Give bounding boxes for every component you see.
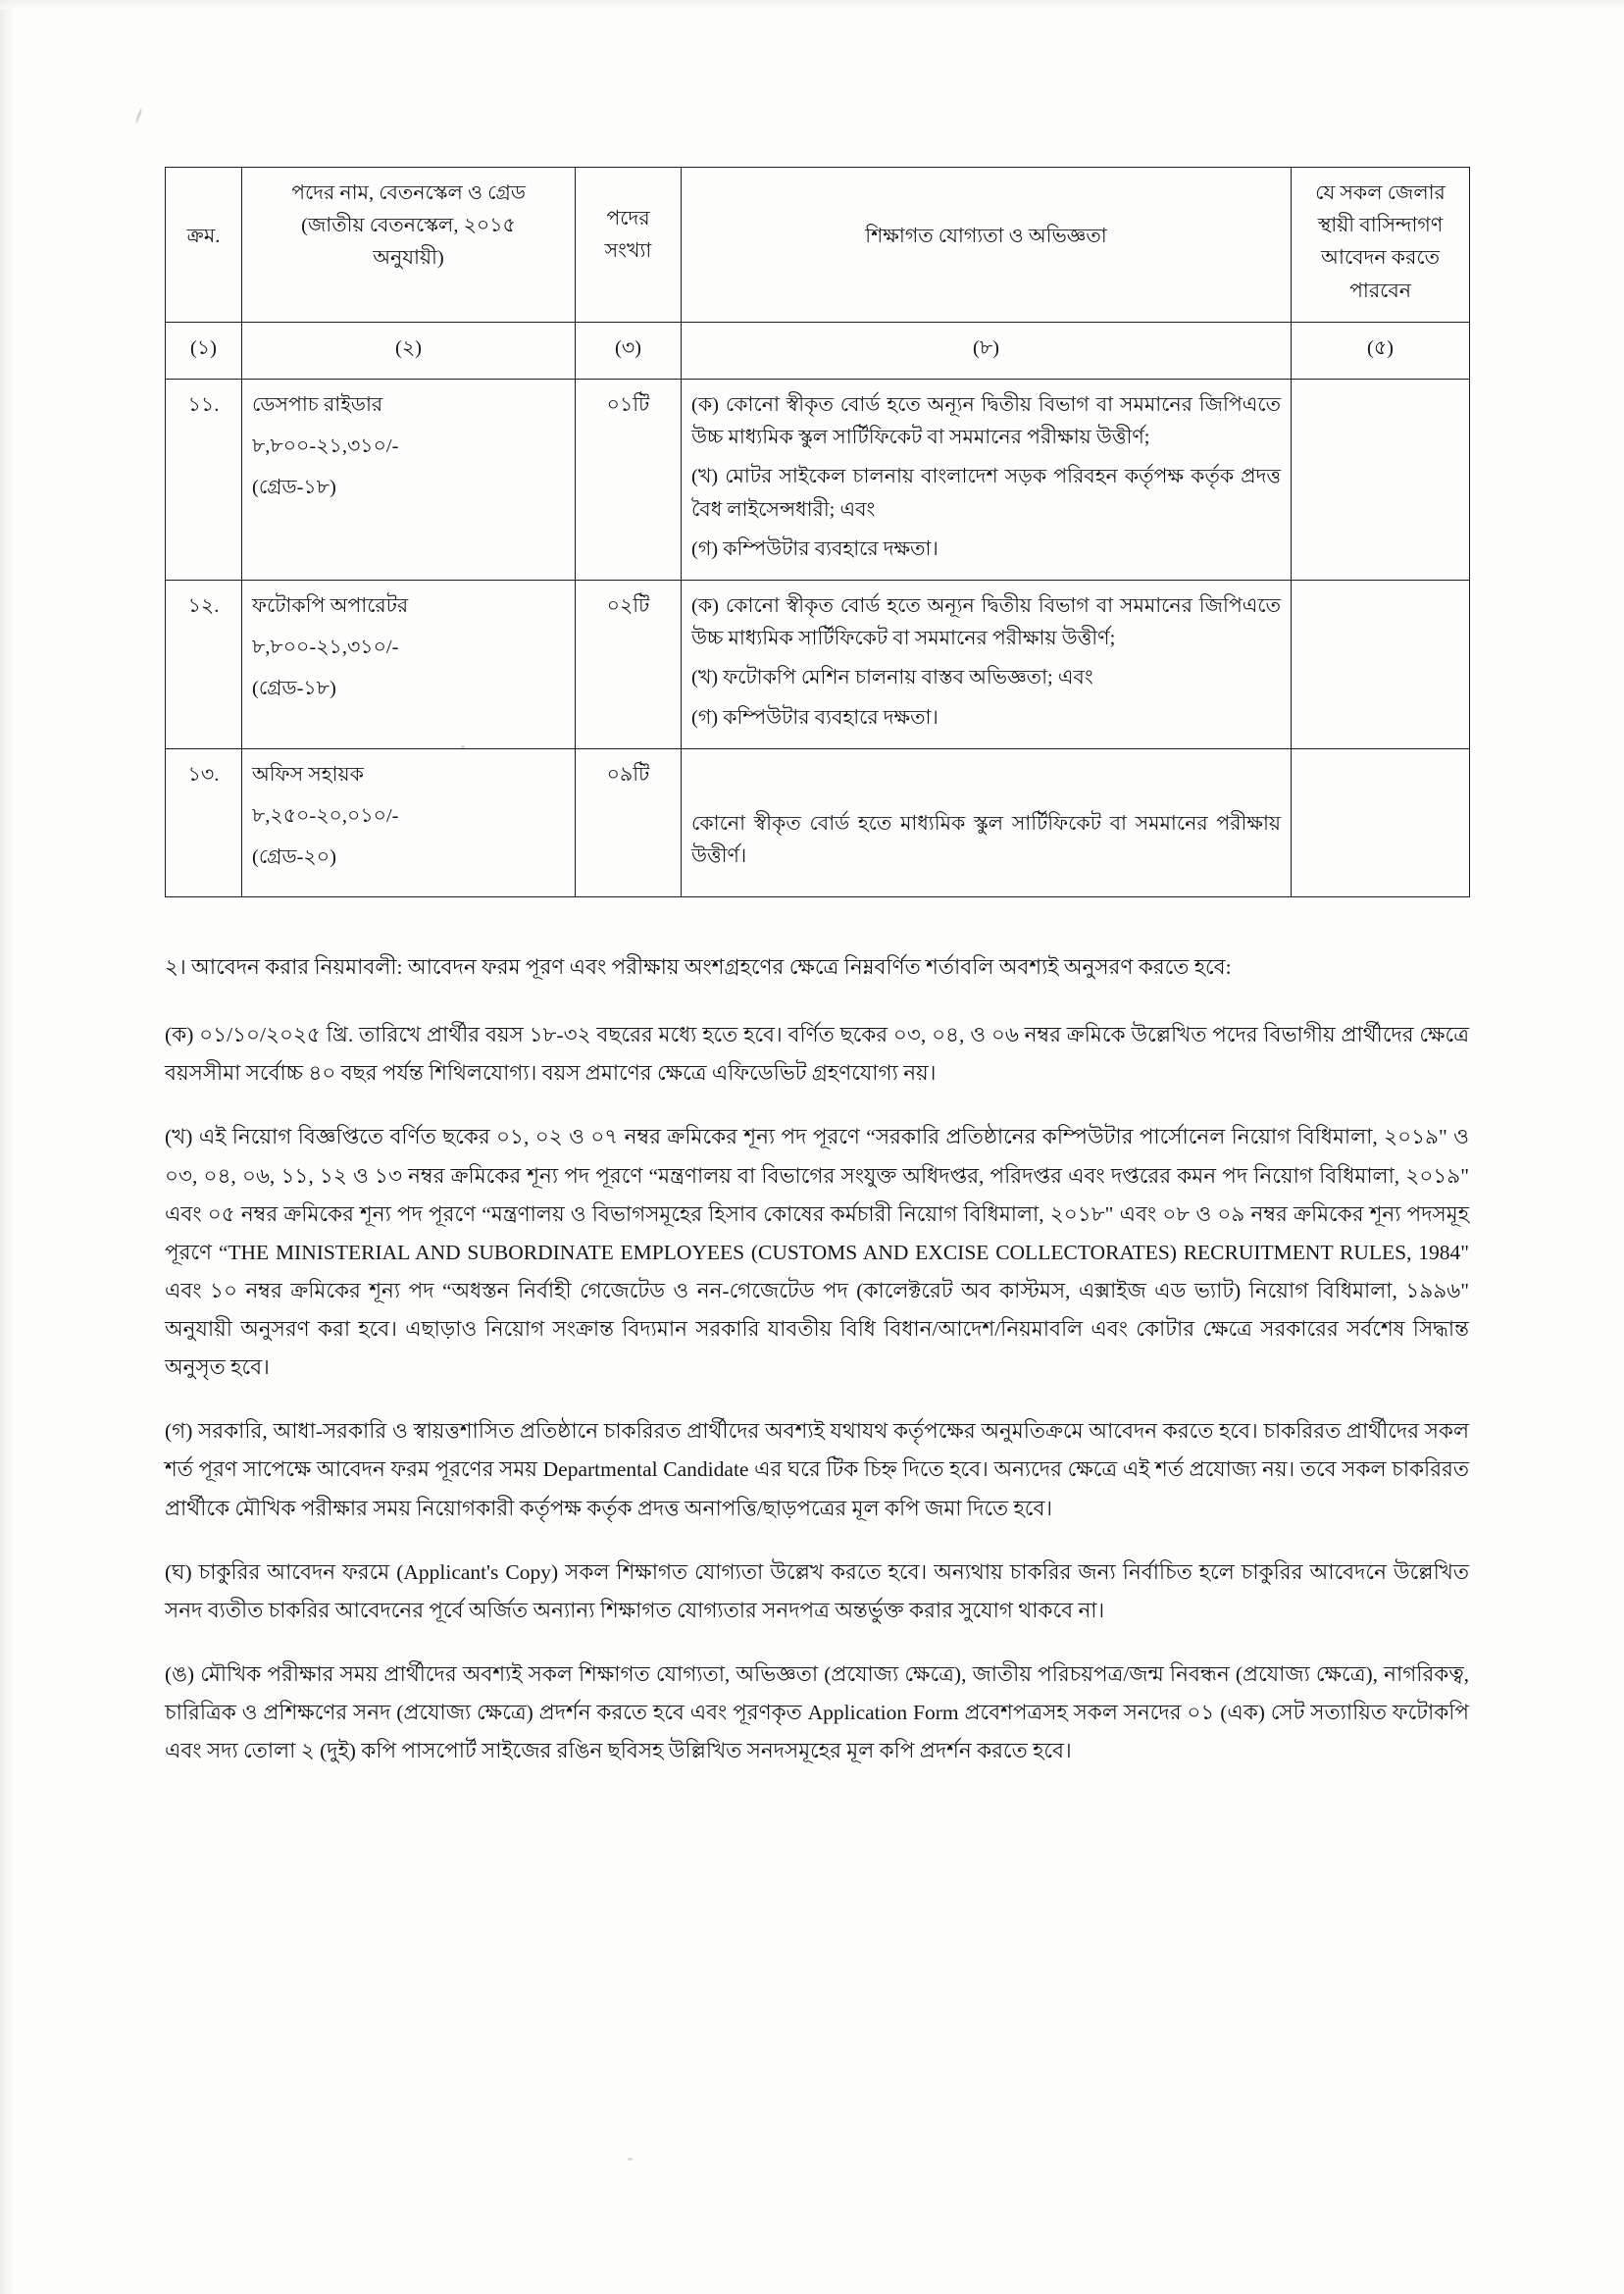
qualification-item: (খ) মোটর সাইকেল চালনায় বাংলাদেশ সড়ক পরিবহন কর্তৃপক্ষ কর্তৃক প্রদত্ত বৈধ লাইসেন্সধারী; এবং [691,466,1281,521]
post-name: ফটোকপি অপারেটর [252,595,409,618]
post-name: অফিস সহায়ক [252,763,364,786]
row-post-count: ০২টি [576,581,682,749]
rule-paragraph-kha: (খ) এই নিয়োগ বিজ্ঞপ্তিতে বর্ণিত ছকের ০১, ০২ ও ০৭ নম্বর ক্রমিকের শূন্য পদ পূরণে “সরকারি প্রতিষ্ঠানের কম্পিউটার পার্সোনেল নিয়োগ বিধিমালা, ২০১৯" ও ০৩, ০৪, ০৬, ১১, ১২ ও ১৩ নম্বর ক্রমিকের শূন্য পদ পূরণে “মন্ত্রণালয় বা বিভাগের সংযুক্ত অধিদপ্তর, পরিদপ্তর এবং দপ্তরের কমন পদ নিয়োগ বিধিমালা, ২০১৯" এবং ০৫ নম্বর ক্রমিকের শূন্য পদ পূরণে “মন্ত্রণালয় ও বিভাগসমূহের হিসাব কোষের কর্মচারী নিয়োগ বিধিমালা, ২০১৮" এবং ০৮ ও ০৯ নম্বর ক্রমিকের শূন্য পদসমূহ পূরণে “THE MINISTERIAL AND SUBORDINATE EMPLOYEES (CUSTOMS AND EXCISE COLLECTORATES) RECRUITMENT RULES, 1984" এবং ১০ নম্বর ক্রমিকের শূন্য পদ “অধস্তন নির্বাহী গেজেটেড ও নন-গেজেটেড পদ (কালেক্টরেট অব কাস্টমস, এক্সাইজ এড ভ্যাট) নিয়োগ বিধিমালা, ১৯৯৬" অনুযায়ী অনুসরণ করা হবে। এছাড়াও নিয়োগ সংক্রান্ত বিদ্যমান সরকারি যাবতীয় বিধি বিধান/আদেশ/নিয়মাবলি এবং কোটার ক্ষেত্রে সরকারের সর্বশেষ সিদ্ধান্ত অনুসৃত হবে। [165,1125,1469,1380]
header-post-count: পদের সংখ্যা [576,168,682,323]
post-name: ডেসপাচ রাইডার [252,394,383,417]
table-row [166,380,1470,581]
pay-scale: ৮,৮০০-২১,৩১০/- [252,637,399,659]
document-content [165,167,1469,1796]
table-body [166,380,1470,897]
qualification-item: (ক) কোনো স্বীকৃত বোর্ড হতে অন্যূন দ্বিতীয় বিভাগ বা সমমানের জিপিএতে উচ্চ মাধ্যমিক স্কুল সার্টিফিকেট বা সমমানের পরীক্ষায় উত্তীর্ণ; [691,394,1281,449]
row-post-count: ০৯টি [576,748,682,897]
scan-speck [134,108,142,124]
row-districts [1292,380,1470,581]
column-number-1: (১) [166,322,242,379]
row-serial: ১৩. [166,748,242,897]
column-number-5: (৫) [1292,322,1470,379]
header-qualifications: শিক্ষাগত যোগ্যতা ও অভিজ্ঞতা [682,168,1292,323]
qualification-item: কোনো স্বীকৃত বোর্ড হতে মাধ্যমিক স্কুল সার্টিফিকেট বা সমমানের পরীক্ষায় উত্তীর্ণ। [691,812,1281,868]
row-post-details [242,380,576,581]
row-districts [1292,748,1470,897]
qualification-item: (গ) কম্পিউটার ব্যবহারে দক্ষতা। [691,537,939,560]
section-heading: ২। আবেদন করার নিয়মাবলী: আবেদন ফরম পূরণ এবং পরীক্ষায় অংশগ্রহণের ক্ষেত্রে নিম্নবর্ণিত শর্তাবলি অবশ্যই অনুসরণ করতে হবে: [165,955,1232,980]
row-serial: ১২. [166,581,242,749]
column-number-4: (৮) [682,322,1292,379]
scan-edge-left [0,0,14,2294]
table-row [166,748,1470,897]
row-post-details [242,581,576,749]
rule-paragraph-umo: (ঙ) মৌখিক পরীক্ষার সময় প্রার্থীদের অবশ্যই সকল শিক্ষাগত যোগ্যতা, অভিজ্ঞতা (প্রযোজ্য ক্ষেত্রে), জাতীয় পরিচয়পত্র/জন্ম নিবন্ধন (প্রযোজ্য ক্ষেত্রে), নাগরিকত্ব, চারিত্রিক ও প্রশিক্ষণের সনদ (প্রযোজ্য ক্ষেত্রে) প্রদর্শন করতে হবে এবং পূরণকৃত Application Form প্রবেশপত্রসহ সকল সনদের ০১ (এক) সেট সত্যায়িত ফটোকপি এবং সদ্য তোলা ২ (দুই) কপি পাসপোর্ট সাইজের রঙিন ছবিসহ উল্লিখিত সনদসমূহের মূল কপি প্রদর্শন করতে হবে। [165,1661,1469,1763]
row-serial: ১১. [166,380,242,581]
scan-speck [628,2158,633,2161]
column-number-3: (৩) [576,322,682,379]
rule-paragraph-ka: (ক) ০১/১০/২০২৫ খ্রি. তারিখে প্রার্থীর বয়স ১৮-৩২ বছরের মধ্যে হতে হবে। বর্ণিত ছকের ০৩, ০৪, ও ০৬ নম্বর ক্রমিকে উল্লেখিত পদের বিভাগীয় প্রার্থীদের ক্ষেত্রে বয়সসীমা সর্বোচ্চ ৪০ বছর পর্যন্ত শিথিলযোগ্য। বয়স প্রমাণের ক্ষেত্রে এফিডেভিট গ্রহণযোগ্য নয়। [165,1023,1469,1086]
qualification-item: (খ) ফটোকপি মেশিন চালনায় বাস্তব অভিজ্ঞতা; এবং [691,667,1093,689]
grade: (গ্রেড-১৮) [252,477,336,499]
column-number-2: (২) [242,322,576,379]
table-header [166,168,1470,380]
rule-paragraph-ga: (গ) সরকারি, আধা-সরকারি ও স্বায়ত্তশাসিত প্রতিষ্ঠানে চাকরিরত প্রার্থীদের অবশ্যই যথাযথ কর্তৃপক্ষের অনুমতিক্রমে আবেদন করতে হবে। চাকরিরত প্রার্থীদের সকল শর্ত পূরণ সাপেক্ষে আবেদন ফরম পূরণের সময় Departmental Candidate এর ঘরে টিক চিহ্ন দিতে হবে। অন্যদের ক্ষেত্রে এই শর্ত প্রযোজ্য নয়। তবে সকল চাকরিরত প্রার্থীকে মৌখিক পরীক্ষার সময় নিয়োগকারী কর্তৃপক্ষ কর্তৃক প্রদত্ত অনাপত্তি/ছাড়পত্রের মূল কপি জমা দিতে হবে। [165,1419,1469,1520]
vacancy-table [165,167,1470,897]
header-serial: ক্রম. [166,168,242,323]
row-post-count: ০১টি [576,380,682,581]
application-rules-section [165,948,1469,1770]
table-column-number-row [166,322,1470,379]
scan-edge-top [0,0,1624,10]
table-row [166,581,1470,749]
pay-scale: ৮,২৫০-২০,০১০/- [252,805,399,828]
row-qualifications [682,581,1292,749]
row-post-details [242,748,576,897]
row-districts [1292,581,1470,749]
rule-paragraph-gha: (ঘ) চাকুরির আবেদন ফরমে (Applicant's Copy) সকল শিক্ষাগত যোগ্যতা উল্লেখ করতে হবে। অন্যথায় চাকরির জন্য নির্বাচিত হলে চাকুরির আবেদনে উল্লেখিত সনদ ব্যতীত চাকরির আবেদনের পূর্বে অর্জিত অন্যান্য শিক্ষাগত যোগ্যতার সনদপত্র অন্তর্ভুক্ত করার সুযোগ থাকবে না। [165,1559,1469,1622]
qualification-item: (ক) কোনো স্বীকৃত বোর্ড হতে অন্যূন দ্বিতীয় বিভাগ বা সমমানের জিপিএতে উচ্চ মাধ্যমিক সার্টিফিকেট বা সমমানের পরীক্ষায় উত্তীর্ণ; [691,595,1281,650]
grade: (গ্রেড-২০) [252,846,336,869]
grade: (গ্রেড-১৮) [252,678,336,700]
header-districts: যে সকল জেলার স্থায়ী বাসিন্দাগণ আবেদন করতে পারবেন [1292,168,1470,323]
header-post-name: পদের নাম, বেতনস্কেল ও গ্রেড (জাতীয় বেতনস্কেল, ২০১৫ অনুযায়ী) [242,168,576,323]
row-qualifications [682,380,1292,581]
pay-scale: ৮,৮০০-২১,৩১০/- [252,435,399,458]
table-header-row [166,168,1470,323]
row-qualifications [682,748,1292,897]
qualification-item: (গ) কম্পিউটার ব্যবহারে দক্ষতা। [691,706,939,729]
